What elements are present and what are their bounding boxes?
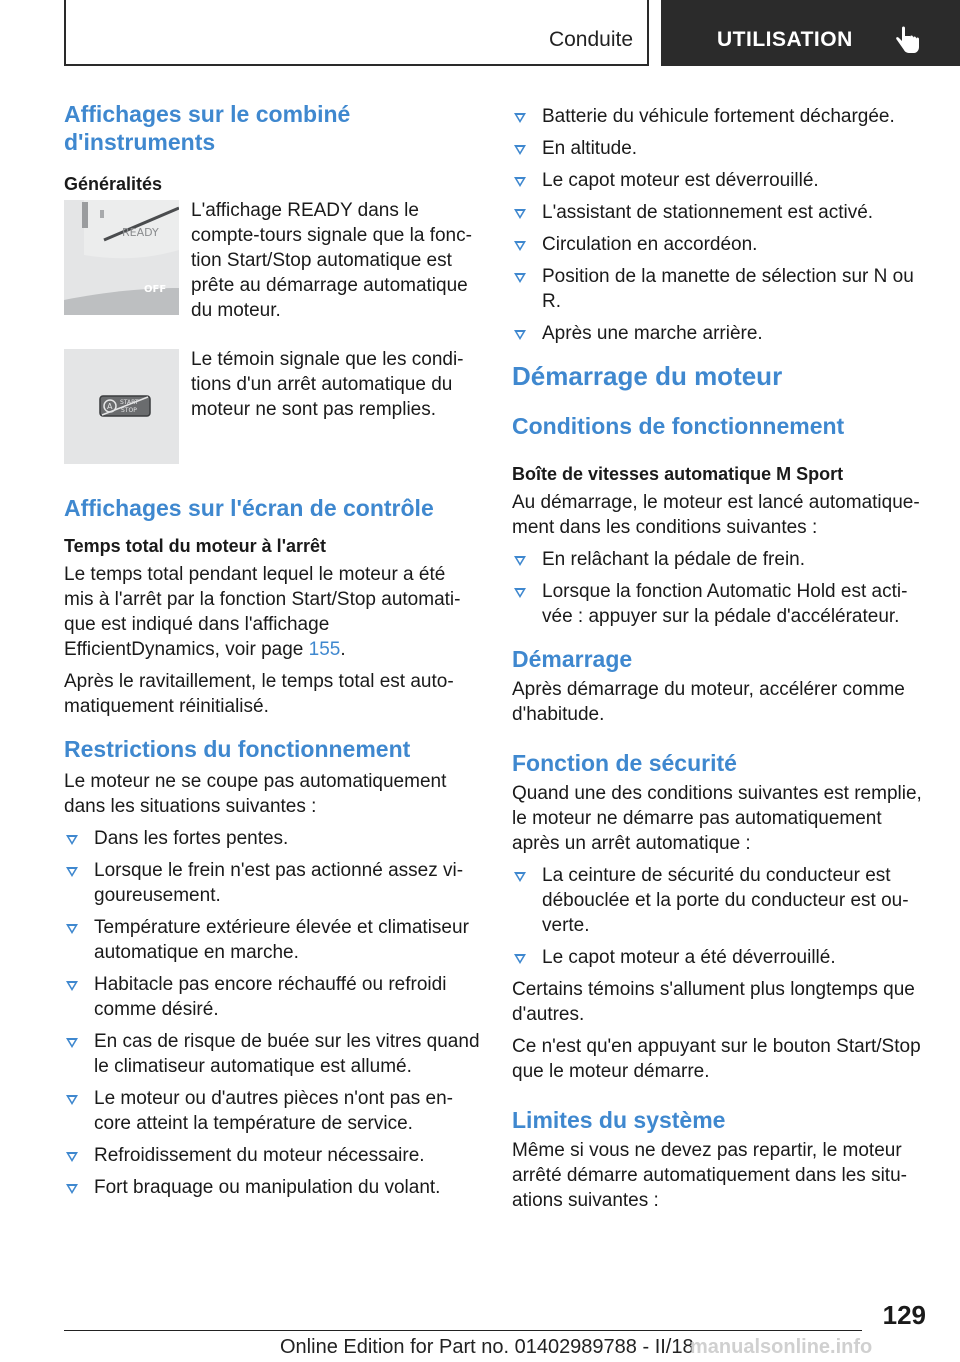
triangle-bullet-icon [514,954,526,964]
triangle-bullet-icon [514,556,526,566]
triangle-bullet-icon [66,1038,78,1048]
triangle-bullet-icon [514,872,526,882]
page-link-155[interactable]: 155 [308,639,341,660]
list-item: Circulation en accordéon. [512,232,928,257]
heading-safety-function: Fonction de sécurité [512,750,737,776]
triangle-bullet-icon [66,1184,78,1194]
triangle-bullet-icon [514,209,526,219]
total-time-text: Le temps total pendant lequel le moteur a été mis à l'arrêt par la fonction Start/Stop automati-que est indiqué dans l'affichage EfficientDynamics, voir page [64,564,461,660]
starting-paragraph: Après démarrage du moteur, accélérer comme d'habitude. [512,679,905,725]
watermark-site: manualsonline.info [690,1336,873,1358]
triangle-bullet-icon [514,113,526,123]
list-item: L'assistant de stationnement est activé. [512,200,928,225]
triangle-bullet-icon [514,588,526,598]
figure-ready [64,200,480,323]
limits-paragraph: Même si vous ne devez pas repartir, le moteur arrêté démarre automatiquement dans les situ-ations suivantes : [512,1140,907,1211]
list-item: En altitude. [512,136,928,161]
triangle-bullet-icon [66,981,78,991]
refuel-paragraph: Après le ravitaillement, le temps total est auto-matiquement réinitialisé. [64,671,454,717]
list-item: En cas de risque de buée sur les vitres quand le climatiseur automatique est allumé. [64,1029,480,1079]
triangle-bullet-icon [514,177,526,187]
triangle-bullet-icon [66,835,78,845]
triangle-bullet-icon [514,145,526,155]
list-item: Lorsque la fonction Automatic Hold est acti-vée : appuyer sur la pédale d'accélérateur. [512,579,928,629]
page-number: 129 [882,1300,926,1330]
triangle-bullet-icon [66,1152,78,1162]
heading-control-display: Affichages sur l'écran de contrôle [64,495,434,521]
section-title: Conduite [548,28,633,51]
triangle-bullet-icon [66,1095,78,1105]
list-item: Température extérieure élevée et climatiseur automatique en marche. [64,915,480,965]
list-item: Le capot moteur est déverrouillé. [512,168,928,193]
section-tab [64,0,649,66]
list-item: Refroidissement du moteur nécessaire. [64,1143,480,1168]
gearbox-paragraph: Au démarrage, le moteur est lancé automatique-ment dans les conditions suivantes : [512,492,920,538]
safety-paragraph: Quand une des conditions suivantes est remplie, le moteur ne démarre pas automatiquement après un arrêt automatique : [512,783,922,854]
triangle-bullet-icon [66,924,78,934]
total-time-end: . [340,639,346,660]
list-item: Lorsque le frein n'est pas actionné assez vi-goureusement. [64,858,480,908]
off-label: OFF [144,284,167,295]
button-paragraph: Ce n'est qu'en appuyant sur le bouton Start/Stop que le moteur démarre. [512,1036,921,1082]
edition-text: Online Edition for Part no. 01402989788 - II/18 [280,1336,694,1358]
heading-gearbox: Boîte de vitesses automatique M Sport [512,464,844,484]
gearbox-list [512,547,928,629]
hand-pointer-icon [894,26,920,54]
ready-description: L'affichage READY dans le compte-tours signale que la fonc-tion Start/Stop automatique est prête au démarrage automatique du moteur. [191,200,472,321]
safety-list [512,863,928,970]
total-time-paragraph [64,562,480,662]
triangle-bullet-icon [514,330,526,340]
start-stop-lamp-image [64,349,179,464]
list-item: Fort braquage ou manipulation du volant. [64,1175,480,1200]
list-item: En relâchant la pédale de frein. [512,547,928,572]
list-item: Après une marche arrière. [512,321,928,346]
triangle-bullet-icon [514,241,526,251]
restrictions-paragraph: Le moteur ne se coupe pas automatiquement dans les situations suivantes : [64,771,447,817]
heading-operating-conditions: Conditions de fonctionnement [512,413,845,439]
heading-restrictions: Restrictions du fonctionnement [64,736,411,762]
footer-divider [64,1330,862,1331]
chapter-tab [661,0,960,66]
chapter-title: UTILISATION [717,28,853,51]
list-item: Position de la manette de sélection sur N ou R. [512,264,928,314]
list-item: Dans les fortes pentes. [64,826,480,851]
left-column [64,100,480,1207]
restrictions-list [64,826,480,1200]
list-item: Batterie du véhicule fortement déchargée. [512,104,928,129]
figure-start-stop [64,349,480,464]
stop-label: STOP [121,407,137,414]
list-item: Habitacle pas encore réchauffé ou refroidi comme désiré. [64,972,480,1022]
heading-general: Généralités [64,174,163,194]
list-item: Le capot moteur a été déverrouillé. [512,945,928,970]
ready-label: READY [122,226,159,239]
triangle-bullet-icon [514,273,526,283]
svg-text:A: A [107,402,113,411]
heading-engine-start: Démarrage du moteur [512,361,783,391]
ready-display-image [64,200,179,315]
list-item: Le moteur ou d'autres pièces n'ont pas en-core atteint la température de service. [64,1086,480,1136]
heading-instrument-displays: Affichages sur le combiné d'instruments [64,101,351,155]
restrictions-list-continued [512,104,928,346]
list-item: La ceinture de sécurité du conducteur est débouclée et la porte du conducteur est ou-verte. [512,863,928,938]
start-label: START [120,399,139,406]
triangle-bullet-icon [66,867,78,877]
heading-total-time: Temps total du moteur à l'arrêt [64,536,326,556]
right-column [512,104,928,1213]
start-stop-description: Le témoin signale que les condi-tions d'un arrêt automatique du moteur ne sont pas remplies. [191,349,464,420]
heading-starting: Démarrage [512,646,633,672]
page-header [0,0,960,66]
lamps-paragraph: Certains témoins s'allument plus longtemps que d'autres. [512,979,915,1025]
heading-system-limits: Limites du système [512,1107,726,1133]
